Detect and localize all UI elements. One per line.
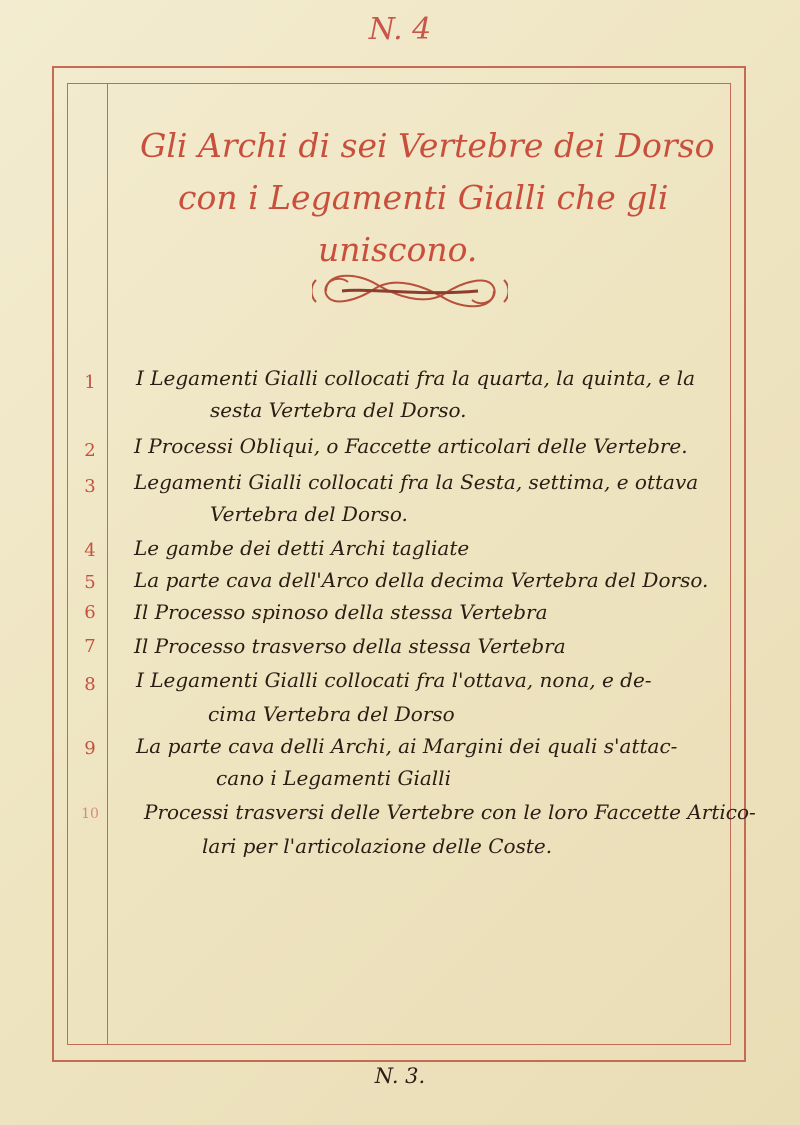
legend-number: 5	[84, 572, 96, 593]
calligraphic-flourish-icon	[312, 266, 508, 316]
legend-text-line: Le gambe dei detti Archi tagliate	[134, 536, 470, 560]
plate-number-bottom: N. 3.	[374, 1064, 426, 1088]
legend-number: 2	[84, 440, 96, 461]
legend-text-line: cano i Legamenti Gialli	[216, 766, 451, 790]
legend-number: 7	[84, 636, 96, 657]
legend-text-line: I Legamenti Gialli collocati fra la quarta, la quinta, e la	[136, 366, 696, 390]
legend-text-line: sesta Vertebra del Dorso.	[210, 398, 467, 422]
legend-text-line: Legamenti Gialli collocati fra la Sesta, settima, e ottava	[134, 470, 699, 494]
legend-number: 6	[84, 602, 96, 623]
legend-text-line: I Processi Obliqui, o Faccette articolari delle Vertebre.	[134, 434, 688, 458]
legend-number: 1	[84, 372, 96, 393]
margin-rule	[107, 83, 108, 1045]
legend-text-line: cima Vertebra del Dorso	[208, 702, 455, 726]
legend-text-line: Vertebra del Dorso.	[210, 502, 408, 526]
legend-text-line: Processi trasversi delle Vertebre con le loro Faccette Artico-	[144, 800, 756, 824]
legend-number: 10	[81, 806, 99, 822]
legend-text-line: La parte cava delli Archi, ai Margini dei quali s'attac-	[136, 734, 678, 758]
legend-text-line: I Legamenti Gialli collocati fra l'ottava, nona, e de-	[136, 668, 652, 692]
legend-text-line: Il Processo trasverso della stessa Vertebra	[134, 634, 566, 658]
page-title	[140, 120, 720, 276]
plate-number-top: N. 4	[368, 12, 432, 47]
title-line-3: uniscono.	[318, 230, 478, 269]
legend-text-line: lari per l'articolazione delle Coste.	[202, 834, 553, 858]
legend-text-line: Il Processo spinoso della stessa Vertebra	[134, 600, 548, 624]
legend-number: 4	[84, 540, 96, 561]
legend-text-line: La parte cava dell'Arco della decima Vertebra del Dorso.	[134, 568, 709, 592]
legend-number: 3	[84, 476, 96, 497]
title-line-1: Gli Archi di sei Vertebre dei Dorso	[140, 126, 715, 165]
legend-number: 8	[84, 674, 96, 695]
legend-number: 9	[84, 738, 96, 759]
title-line-2: con i Legamenti Gialli che gli	[178, 178, 669, 217]
